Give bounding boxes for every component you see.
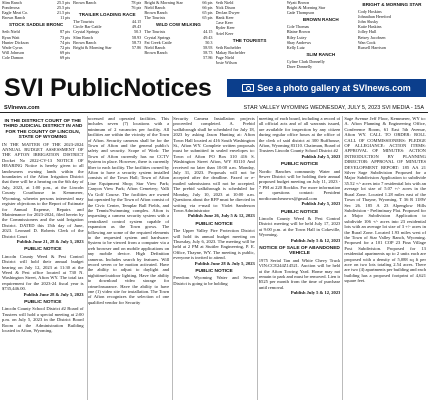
team-heading: THE TOURISTS: [232, 37, 267, 43]
notice-body: Freedom Wyoming Water and Sewer District is going to be holding: [173, 275, 255, 286]
event-heading: WILD COW MILKING: [155, 22, 201, 28]
notice-body: Lincoln County Weed & Pest Control District meeting will be held July 17, 2023 at 9:00 p.m. at the Town Hall in Cokeville, Wyoming.: [258, 215, 341, 238]
team-heading: BROWN RANCH: [302, 17, 339, 23]
result-name: Blaine Brown: [286, 29, 311, 35]
notice-column-3: [173, 116, 255, 400]
result-cell: Bright & Morning Star: [144, 0, 183, 5]
result-cell: Nield Ranch: [144, 44, 166, 50]
result-name: Declan Dwyer: [215, 10, 240, 16]
result-cell: 57.86: [131, 44, 142, 50]
result-cell: Brown Ranch: [144, 49, 168, 55]
result-cell: 65 pts: [202, 15, 213, 21]
result-cell: 50.3: [134, 29, 142, 35]
result-name: Jolley Hull: [357, 29, 377, 35]
result-row: [73, 5, 141, 10]
result-name: Seth Nield: [215, 0, 234, 5]
result-cell: 65 pts: [202, 10, 213, 16]
notice-heading: PUBLIC NOTICE: [195, 268, 233, 274]
team-heading: SLIM RANCH: [306, 51, 336, 57]
notice-body: Security Camera Installation projects proceeded completed. A. Prebid walkthrough shall be scheduled for July 18, 2023 by asking Jason Hunting at: Afton Town Hall located at 416 South Washington St., Afton WY. Complete written proposals must be submitted in sealed envelopes to: Town of Afton PO Box 310 416 S. Washington Street Afton, WY 83110 And received no later than 10:00 a.m. Monday, July 31, 2023. Proposals will not be accepted after the deadline. Faxed or e-mailed submissions will not be accepted. The prebid walkthrough is scheduled for Monday, July 10, 2023 at 10:00 a.m. Questions about the RFP must be directed in writing via e-mail to: Violet Sanderson Town Administrator: [173, 116, 255, 213]
notice-body: 1975 Serial Tan and White Chevy Truck VIN:CCE244Z14521. Auction will be held at the Afton Towing Yard. Home may not remain to park and must be removed. Lien is $525 per month from the time of purchase until removal.: [258, 257, 341, 290]
publish-dates: Publish June 28 & July 5, 2023: [194, 260, 255, 266]
result-cell: Crystal Springs: [73, 29, 100, 35]
result-name: Page Nield: [215, 54, 235, 60]
publish-dates: Publish June 21, 28 & July 5, 2023: [16, 238, 84, 244]
promo-label: See a photo gallery at SVInews.com: [257, 83, 411, 93]
publish-dates: Publish June 28 & July 5, 2023: [23, 291, 84, 297]
result-cell: 73 pts: [60, 34, 71, 40]
result-cell: Wade Cyrus: [2, 44, 23, 50]
publish-dates: Publish July 5, 2023: [301, 153, 341, 159]
column-divider: [87, 116, 88, 400]
result-cell: The Tourists: [144, 15, 166, 21]
result-name: Cody Hoskins: [357, 9, 382, 15]
site-url[interactable]: SVInews.com: [4, 105, 40, 111]
result-cell: 44.15: [203, 29, 213, 35]
result-row: [2, 55, 70, 60]
notice-body: IN THE MATTER OF THE 2023-2024 ANNUAL BUDGET ASSESSMENT OF THE AFTON IRRIGATION DISTRICT Docket No 2022-CV-13 NOTICE OF HEARING Notice is hereby given to all landowners owning lands within the boundaries of the Afton Irrigation District that there will be a hearing on the 6th day of July, 2023, at 1:00 p.m., at the Lincoln County Courthouse in Kemmerer, Wyoming, wherein persons interested may register objections to the Report of Estimate for Annual Expense, Repairs and Maintenance for 2023-2024, filed herein by the Commissioners and the said Irrigation District. DATED this 15th day of June, 2023. Leonard D. Roberts Clerk of the District Court: [2, 141, 84, 239]
result-name: John Slusky: [357, 19, 379, 25]
notice-column-4: [259, 116, 341, 400]
result-cell: 49.43: [131, 24, 142, 30]
result-cell: 76 pts: [131, 5, 142, 11]
result-name: Nick Dixon: [215, 5, 236, 11]
column-divider: [172, 116, 173, 400]
notices-area: [0, 116, 428, 400]
dateline: [0, 104, 428, 113]
notice-column-2: [88, 116, 170, 400]
result-name: Wyatt Brown: [286, 0, 310, 5]
result-name: Seth Bachelder: [215, 44, 241, 50]
result-name: Dave Donnelly: [286, 64, 313, 70]
result-cell: 78 pts: [131, 0, 142, 5]
notice-heading: IN THE DISTRICT COURT OF THE THIRD JUDICIAL DISTRICT IN AND FOR THE COUNTY OF LINCOLN, STATE OF WYOMING: [3, 119, 83, 141]
notice-heading: PUBLIC NOTICE: [195, 221, 233, 227]
result-name: Russell Harrison: [357, 44, 386, 50]
event-heading: STOCK SADDLE BRONC: [8, 22, 64, 28]
result-row: [144, 15, 212, 20]
results-col-5: [287, 0, 355, 70]
result-cell: Seth Nield: [2, 29, 20, 35]
publish-dates: Publish June 26, July 5 & 12, 2023: [187, 213, 255, 219]
camera-icon: [242, 84, 254, 92]
result-cell: Brown Ranch: [2, 15, 26, 21]
result-name: Wan Cook: [357, 39, 376, 45]
results-col-2: [73, 0, 141, 70]
section-banner: [0, 74, 428, 102]
notice-body: Nordic Ranches community Water and Sewer District will be holding their annual proposed budget meeting on July 11, 2023 - 7 PM at 220 Rocklin. For more information or questions contact: President nordicranchesnews@gmail.com: [258, 168, 341, 201]
notice-column-5: [344, 116, 426, 400]
column-divider: [342, 116, 343, 400]
result-cell: 11 pts: [60, 15, 71, 21]
result-row: [144, 55, 212, 60]
result-cell: 58.93: [131, 34, 142, 40]
result-name: Ryder Keer: [215, 25, 235, 31]
result-name: Shay Andrews: [286, 39, 311, 45]
result-name: Josie Wilson: [215, 60, 237, 66]
publish-dates: Publish July 5 & 12, 2023: [290, 237, 341, 243]
result-cell: 74 pts: [60, 39, 71, 45]
result-cell: 72 pts: [60, 44, 71, 50]
results-col-3: [144, 0, 212, 70]
result-cell: 50.3: [205, 39, 213, 45]
result-cell: 58.93: [203, 44, 213, 50]
result-cell: 87 pts: [60, 29, 71, 35]
result-name: Kelly Lutz: [286, 44, 305, 50]
result-cell: Will Johnson: [2, 49, 25, 55]
result-name: Riley Lutey: [286, 34, 307, 40]
notice-body: The Upper Valley Fire Protection District will hold its annual budget meeting on Thursday, July 6, 2023. The meeting will be held at 2 PM at Stuttler Engineering, P. E. Office, Thayne, WY. The meeting is public, everyone is invited to attend.: [173, 228, 255, 261]
result-cell: 69 pts: [60, 49, 71, 55]
result-cell: Bright & Morning Star: [73, 44, 112, 50]
notice-body: meeting of each board, including a record of all official acts and of all warrants issued, are available for inspection by any citizen during regular office hours at the office of the clerk of said district at 300 Ruffhouse, Afton, Wyoming 83110. Chairman, Board of Trustees Lincoln County School District #2: [258, 116, 341, 154]
result-cell: 49.43: [203, 34, 213, 40]
section-title: SVI PublicNotices: [4, 74, 212, 102]
result-cell: Crystal Springs: [144, 34, 171, 40]
result-cell: Slim Ranch: [73, 34, 93, 40]
result-cell: Ponderosa: [2, 5, 20, 11]
result-cell: Hunter Dickson: [2, 39, 29, 45]
notice-body: Sage Avenue Jeff Floor, Kemmerer, WY to: A. Afton Planning & Engineering Office, Conference Room, 61 East 5th Avenue, Afton WY. CALL TO ORDER: ROLL CALL OF COMMISSIONERS: PLEDGE OF ALLEGIANCE: ACTION ITEMS: APPROVAL OF MINUTES: ACTION INTRODUCTION BY PLANNING DIRECTOR: APPROVAL OF MINUTES DEVELOPMENT REPORT: 185 AA 21 Silver Sage Subdivision Proposed for a Major Subdivision Application to subdivide 35.52 +/- acres into 7 residential lots with an average lot size of 5.07 +/- acres in the Rural Zone. Located 1.28 miles east of the Town of Thayne, Wyoming. T 36 R 118W Sec 26. 185 A 23 Alpenglow Hills Subdivision - Preliminary Plat. Proposed for a Major Subdivision Application to subdivide 106 +/- acres into 23 residential lots with an average lot size of 3 +/- acres in the Rural Zone. Located 1.93 miles west of the Town of Star Valley Ranch, Wyoming. Proposed for a 101 COP 23 Fina Village Post Subdivision. Proposed for 13 residential apartments up to 2 units each are proposed with a density of 5,088 sq ft per acre on two lots totaling 2.54 acres. There are two (4) apartments per building and each building has a proposed footprint of 4,621 square feet.: [344, 116, 426, 284]
result-name: Cole Thomas: [286, 24, 310, 30]
result-cell: 58.73: [131, 39, 142, 45]
result-name: Bright & Morning Star: [286, 5, 326, 11]
result-cell: 25.5 pts: [56, 5, 71, 11]
result-cell: Circle Bar Cattle: [73, 24, 102, 30]
notice-body: accessed and operated facilities. This includes seven (7) locations with a minimum of 2 vacancies per facility. All facilities are within the vicinity of the Town of Afton. Security cameras shall be for the Town of Afton and the general public's safety and security. Scope of Work: The Town of Afton currently has no CCTV System in place. However, there is currently fiber to each facility. The facilities owned by Afton to have a security system installed consists of the Town Hall; Town of Afton Line Equipment Shop; Star View Park; Canyon View Park; Afton Cemetery; Valli Vu Golf Course. The facilities are owned but operated by the Town of Afton consist of the Civic Center, Templar Ball Fields, and the Tennis/Swimming complex. Afton is requesting a camera security system with a centralized control system capable of expansion as the Town grows. The following are some of the required elements to the requested system and hardware: System to be viewed from a computer via a web browser and on mobile applications on any mobile device. High Definition cameras. Includes search by features. Will record seven or be motion activated. Have the ability to adjust to daylight and nighttime/outdoor lighting. Have the ability to download video storage for crime/insurance. Have the ability to have one (1) video site for installation. The Town of Afton recognizes the selection of one qualified vendor for Security: [87, 116, 170, 305]
result-name: Cyline Clark Donnelly: [286, 58, 325, 64]
result-cell: Fat Creek Cattle: [144, 39, 172, 45]
issue-date: STAR VALLEY WYOMING WEDNESDAY, JULY 5, 2023 SVI MEDIA - 15A: [243, 105, 424, 111]
result-cell: Brown Ranch: [73, 0, 97, 5]
results-col-1: [2, 0, 70, 70]
result-row: [2, 15, 70, 20]
result-cell: Brown Ranch: [73, 39, 97, 45]
notice-heading: NOTICE OF SALE OF ABANDONED VEHICLE: [259, 245, 340, 257]
result-name: Case Keer: [215, 20, 233, 26]
results-col-6: [358, 0, 426, 70]
result-cell: Slim Ranch: [2, 0, 22, 5]
result-name: Hank Keer: [215, 15, 234, 21]
result-cell: 69 pts: [60, 54, 71, 60]
result-cell: Nield Ranch: [144, 5, 166, 11]
notice-heading: PUBLIC NOTICE: [24, 247, 62, 253]
result-cell: 58.73: [203, 49, 213, 55]
result-cell: 66 pts: [202, 5, 213, 11]
result-cell: 57.86: [203, 54, 213, 60]
result-cell: 44.15: [131, 19, 142, 25]
result-name: Cade Thompson: [286, 10, 315, 16]
result-name: Johnathan Hereford: [357, 14, 391, 20]
event-heading: TRAILER LOADING RACE: [78, 12, 136, 18]
results-strip: [0, 0, 428, 70]
notice-column-1: [2, 116, 84, 400]
notice-heading: PUBLIC NOTICE: [24, 300, 62, 305]
column-divider: [257, 116, 258, 400]
result-row: [73, 45, 141, 50]
photo-gallery-promo[interactable]: [227, 79, 426, 97]
publish-dates: Publish July 5 & 12, 2023: [290, 290, 341, 296]
result-cell: 25.5 pts: [56, 0, 71, 5]
result-cell: 21.5 pts: [56, 10, 71, 16]
result-name: Betsey Jacobsen: [357, 34, 386, 40]
notice-body: Lincoln County School District #2 Board of Trustees will hold a special meeting at 2:00 p.m. on July 5, 2023 in the District Board Room at the Administration Building located in Afton, Wyoming.: [2, 306, 84, 334]
result-name: Katie Haskins: [357, 24, 382, 30]
result-cell: 66 pts: [202, 0, 213, 5]
result-cell: Cole Damon: [2, 54, 24, 60]
result-cell: The Tourists: [73, 19, 95, 25]
result-cell: Ryan Watt: [2, 34, 20, 40]
publish-dates: Publish July 5, 2023: [301, 201, 341, 207]
notice-body: Lincoln County Weed & Pest Control District will hold their annual budget hearing on July 12, 2023 at 11:30 at the Weed & Pest office located at 730 N. Washington Street, Afton WY. The total tax requirement for the 2023-24 fiscal year is $735,446.00.: [2, 253, 84, 292]
notice-heading: PUBLIC NOTICE: [280, 162, 319, 168]
result-cell: The Tourists: [144, 29, 166, 35]
result-cell: Eagle Meat Co.: [2, 10, 29, 16]
result-cell: Brown Ranch: [144, 10, 168, 16]
notice-heading: PUBLIC NOTICE: [280, 209, 319, 215]
results-col-4: [216, 0, 284, 70]
team-heading: BRIGHT & MORNING STAR: [362, 2, 422, 7]
result-name: Makay Bachelder: [215, 49, 246, 55]
result-name: Ariel Keer: [215, 30, 234, 36]
